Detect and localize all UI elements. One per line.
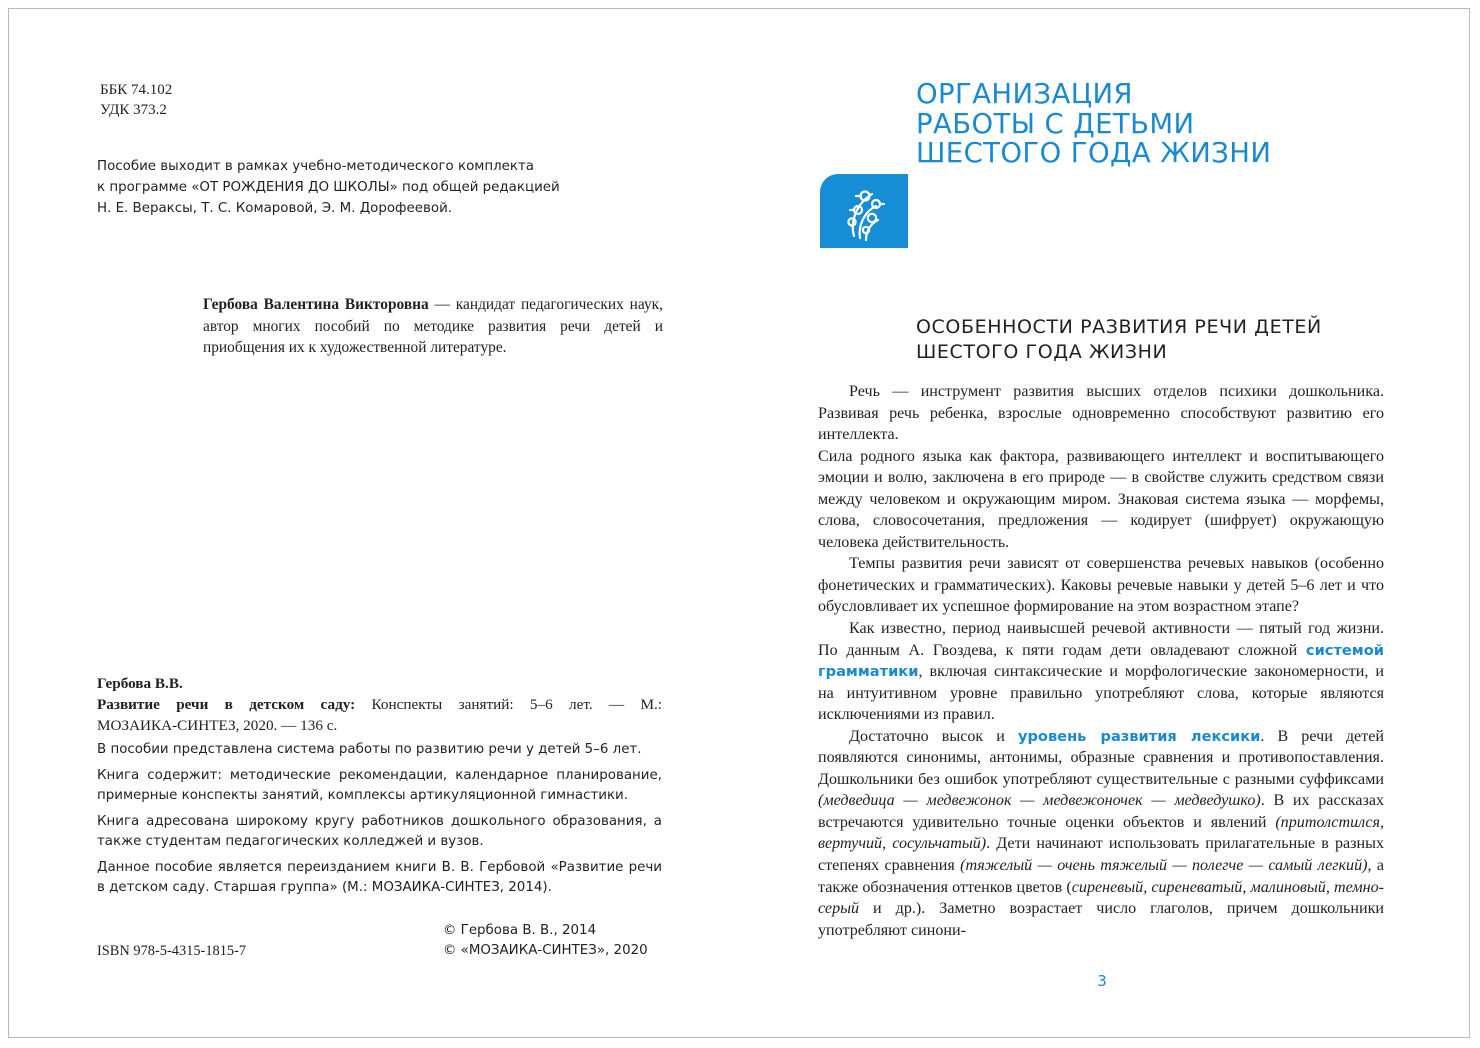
term-vocabulary-level: уровень развития лексики bbox=[1017, 727, 1261, 745]
book-abstract bbox=[97, 740, 662, 904]
section-title bbox=[916, 315, 1366, 365]
abstract-paragraph: Книга адресована широкому кругу работников дошкольного образования, а также студентам педагогических колледжей и вузов. bbox=[97, 813, 662, 849]
text-run: и др.). Заметно возрастает число глаголов, причем дошкольники употребляют синони- bbox=[818, 900, 1384, 939]
text-run: , включая синтаксические и морфологические закономерности, и на интуитивном уровне правильно употребляют слова, которые являются исключениями из правил. bbox=[818, 663, 1384, 724]
author-bio-text: — кандидат педагогических наук, автор многих пособий по методике развития речи детей и приобщения их к художественной литературе. bbox=[203, 296, 663, 356]
text-run: . Дети начинают использовать прилагательные в разных степенях сравнения bbox=[818, 835, 1384, 875]
brain-icon bbox=[820, 174, 908, 248]
example-italic: сиреневый, сиреневатый, малиновый, темно-серый bbox=[818, 878, 1385, 918]
author-name: Гербова Валентина Викторовна bbox=[203, 296, 429, 313]
term-grammar-system: системой грамматики bbox=[818, 641, 1384, 681]
page-number: 3 bbox=[1097, 972, 1107, 990]
example-italic: (тяжелый — очень тяжелый — полегче — самый легкий) bbox=[960, 857, 1368, 875]
biblio-publisher: МОЗАИКА-СИНТЕЗ, 2020. — 136 с. bbox=[97, 717, 338, 734]
abstract-paragraph: Книга содержит: методические рекомендации, календарное планирование, примерные конспекты занятий, комплексы артикуляционной гимнастики. bbox=[97, 767, 662, 803]
section-title-line: ОСОБЕННОСТИ РАЗВИТИЯ РЕЧИ ДЕТЕЙ bbox=[916, 316, 1322, 338]
biblio-author: Гербова В.В. bbox=[97, 675, 183, 692]
chapter-icon-badge bbox=[820, 174, 908, 248]
series-note bbox=[97, 156, 567, 219]
abstract-paragraph: Данное пособие является переизданием книги В. В. Гербовой «Развитие речи в детском саду. Старшая группа» (М.: МОЗАИКА-СИНТЕЗ, 2014). bbox=[97, 859, 662, 895]
biblio-title: Развитие речи в детском саду: bbox=[97, 696, 356, 713]
text-run: Как известно, период наивысшей речевой активности — пятый год жизни. По данным А. Гвоздева, к пяти годам дети овладевают сложной bbox=[818, 620, 1384, 659]
biblio-details: Конспекты занятий: 5–6 лет. — М.: bbox=[355, 696, 662, 713]
copyright-line: © Гербова В. В., 2014 bbox=[443, 923, 597, 938]
isbn: ISBN 978-5-4315-1815-7 bbox=[97, 943, 247, 959]
chapter-title-line: РАБОТЫ С ДЕТЬМИ bbox=[916, 107, 1195, 140]
chapter-title-line: ШЕСТОГО ГОДА ЖИЗНИ bbox=[916, 137, 1272, 169]
paragraph bbox=[818, 726, 1384, 941]
text-run: Достаточно высок и bbox=[849, 727, 1018, 745]
copyright-line: © «МОЗАИКА-СИНТЕЗ», 2020 bbox=[443, 943, 648, 958]
chapter-title bbox=[916, 80, 1336, 169]
section-title-line: ШЕСТОГО ГОДА ЖИЗНИ bbox=[916, 341, 1168, 363]
biblio-title-line bbox=[97, 694, 662, 715]
paragraph: Сила родного языка как фактора, развивающего интеллект и воспитывающего эмоции и волю, заключена в его природе — в свойстве служить средством связи между человеком и окружающим миром. Знаковая система языка — морфемы, слова, словосочетания, предложения — кодирует (шифрует) окружающую человека действительность. bbox=[818, 447, 1384, 551]
text-run: . В их рассказах встречаются удивительно точные оценки объектов и явлений bbox=[818, 792, 1385, 831]
body-text bbox=[818, 381, 1384, 941]
paragraph bbox=[818, 618, 1384, 726]
example-italic: (притолстился, вертучий, сосульчатый) bbox=[818, 813, 1384, 853]
bbk-code: ББК 74.102 bbox=[100, 82, 173, 98]
paragraph: Темпы развития речи зависят от совершенства речевых навыков (особенно фонетических и грамматических). Каковы речевые навыки у детей 5–6 лет и что обусловливает их успешное формирование на этом возрастном этапе? bbox=[818, 555, 1384, 616]
author-bio bbox=[203, 294, 663, 359]
chapter-title-line: ОРГАНИЗАЦИЯ bbox=[916, 78, 1133, 110]
udk-code: УДК 373.2 bbox=[100, 102, 167, 118]
text-run: , а также обозначения оттенков цветов ( bbox=[818, 857, 1384, 896]
abstract-paragraph: В пособии представлена система работы по развитию речи у детей 5–6 лет. bbox=[97, 742, 642, 757]
series-line: к программе «ОТ РОЖДЕНИЯ ДО ШКОЛЫ» под общей редакцией bbox=[97, 180, 560, 195]
series-line: Пособие выходит в рамках учебно-методического комплекта bbox=[97, 159, 535, 174]
copyright-block bbox=[443, 921, 663, 961]
example-italic: (медведица — медвежонок — медвежоночек — медведушко) bbox=[818, 792, 1261, 810]
series-line: Н. Е. Вераксы, Т. С. Комаровой, Э. М. Дорофеевой. bbox=[97, 201, 453, 216]
classification-codes bbox=[100, 80, 172, 120]
text-run: . В речи детей появляются синонимы, антонимы, образные сравнения и противопоставления. Дошкольники без ошибок употребляют существительные с разными суффиксами bbox=[818, 727, 1384, 788]
bibliographic-record bbox=[97, 673, 662, 736]
paragraph: Речь — инструмент развития высших отделов психики дошкольника. Развивая речь ребенка, взрослые одновременно способствуют развитию его интеллекта. bbox=[818, 383, 1384, 444]
